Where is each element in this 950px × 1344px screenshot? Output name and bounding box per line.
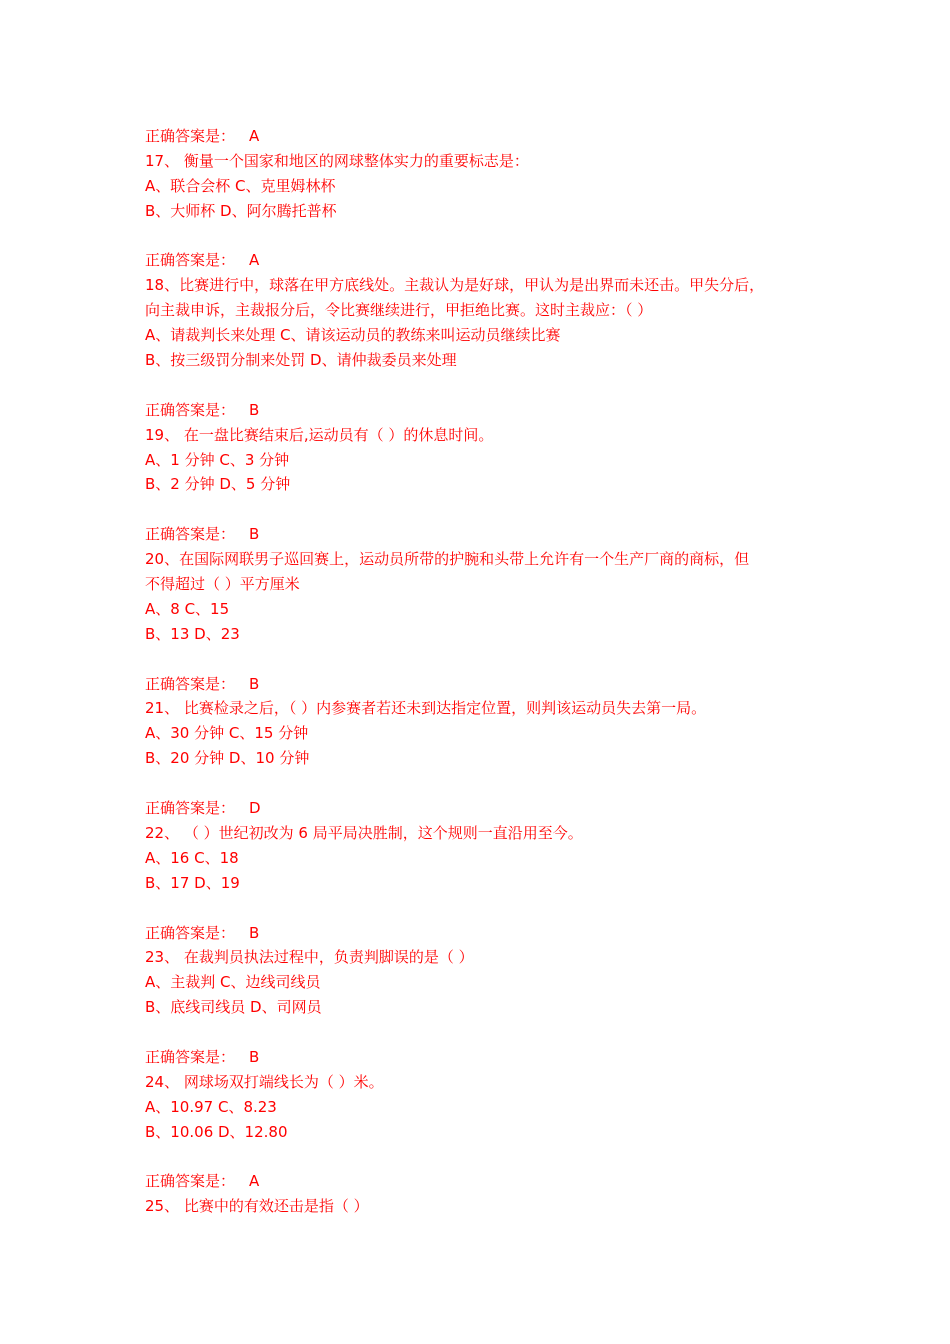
option-line: A、联合会杯 C、克里姆林杯 — [145, 176, 336, 195]
option-line: B、2 分钟 D、5 分钟 — [145, 475, 291, 494]
answer-value: A — [249, 251, 260, 270]
question-stem: 18、比赛进行中，球落在甲方底线处。主裁认为是好球，甲认为是出界而未还击。甲失分后， — [145, 276, 765, 295]
option-line: A、1 分钟 C、3 分钟 — [145, 450, 290, 469]
option-line: A、主裁判 C、边线司线员 — [145, 973, 321, 992]
blank-line — [145, 1020, 825, 1045]
option-line: A、30 分钟 C、15 分钟 — [145, 724, 309, 743]
answer-line — [145, 1045, 825, 1070]
answer-line — [145, 248, 825, 273]
blank-line — [145, 373, 825, 398]
blank-line — [145, 497, 825, 522]
question-stem: 23、 在裁判员执法过程中，负责判脚误的是（ ） — [145, 948, 474, 967]
answer-label: 正确答案是： — [145, 251, 236, 270]
option-line: B、大师杯 D、阿尔腾托普杯 — [145, 201, 337, 220]
question-stem: 24、 网球场双打端线长为（ ）米。 — [145, 1072, 384, 1091]
option-line: B、17 D、19 — [145, 873, 240, 892]
answer-label: 正确答案是： — [145, 799, 236, 818]
option-line: A、16 C、18 — [145, 848, 239, 867]
answer-label: 正确答案是： — [145, 400, 236, 419]
question-stem: 不得超过（ ）平方厘米 — [145, 575, 300, 594]
blank-line — [145, 1145, 825, 1170]
answer-label: 正确答案是： — [145, 1047, 236, 1066]
answer-line — [145, 921, 825, 946]
answer-line — [145, 672, 825, 697]
answer-label: 正确答案是： — [145, 127, 236, 145]
question-stem: 25、 比赛中的有效还击是指（ ） — [145, 1197, 369, 1216]
option-line: A、8 C、15 — [145, 599, 230, 618]
option-line: B、10.06 D、12.80 — [145, 1122, 288, 1141]
question-stem: 19、 在一盘比赛结束后,运动员有（ ）的休息时间。 — [145, 425, 494, 444]
answer-line — [145, 398, 825, 423]
answer-label: 正确答案是： — [145, 674, 236, 693]
answer-value: B — [249, 400, 260, 419]
answer-line — [145, 796, 825, 821]
blank-line — [145, 224, 825, 249]
option-line: A、请裁判长来处理 C、请该运动员的教练来叫运动员继续比赛 — [145, 326, 561, 345]
question-stem: 向主裁申诉，主裁报分后，令比赛继续进行，甲拒绝比赛。这时主裁应：（ ） — [145, 301, 653, 320]
option-line: B、按三级罚分制来处罚 D、请仲裁委员来处理 — [145, 351, 457, 370]
blank-line — [145, 647, 825, 672]
blank-line — [145, 896, 825, 921]
option-line: B、13 D、23 — [145, 624, 240, 643]
answer-line — [145, 124, 825, 149]
option-line: B、20 分钟 D、10 分钟 — [145, 749, 310, 768]
question-stem: 22、 （ ）世纪初改为 6 局平局决胜制，这个规则一直沿用至今。 — [145, 823, 583, 842]
answer-value: D — [249, 799, 261, 818]
answer-label: 正确答案是： — [145, 923, 236, 942]
question-stem: 20、在国际网联男子巡回赛上，运动员所带的护腕和头带上允许有一个生产厂商的商标，但 — [145, 550, 750, 569]
answer-value: A — [249, 1172, 260, 1191]
answer-line — [145, 1169, 825, 1194]
answer-value: A — [249, 127, 260, 145]
question-stem: 21、 比赛检录之后，（ ）内参赛者若还未到达指定位置，则判该运动员失去第一局。 — [145, 699, 707, 718]
question-stem: 17、 衡量一个国家和地区的网球整体实力的重要标志是： — [145, 151, 529, 170]
option-line: A、10.97 C、8.23 — [145, 1097, 277, 1116]
answer-label: 正确答案是： — [145, 525, 236, 544]
answer-value: B — [249, 1047, 260, 1066]
blank-line — [145, 771, 825, 796]
answer-label: 正确答案是： — [145, 1172, 236, 1191]
answer-value: B — [249, 923, 260, 942]
option-line: B、底线司线员 D、司网员 — [145, 998, 322, 1017]
answer-line — [145, 522, 825, 547]
answer-value: B — [249, 674, 260, 693]
answer-value: B — [249, 525, 260, 544]
question-list — [145, 124, 825, 1219]
